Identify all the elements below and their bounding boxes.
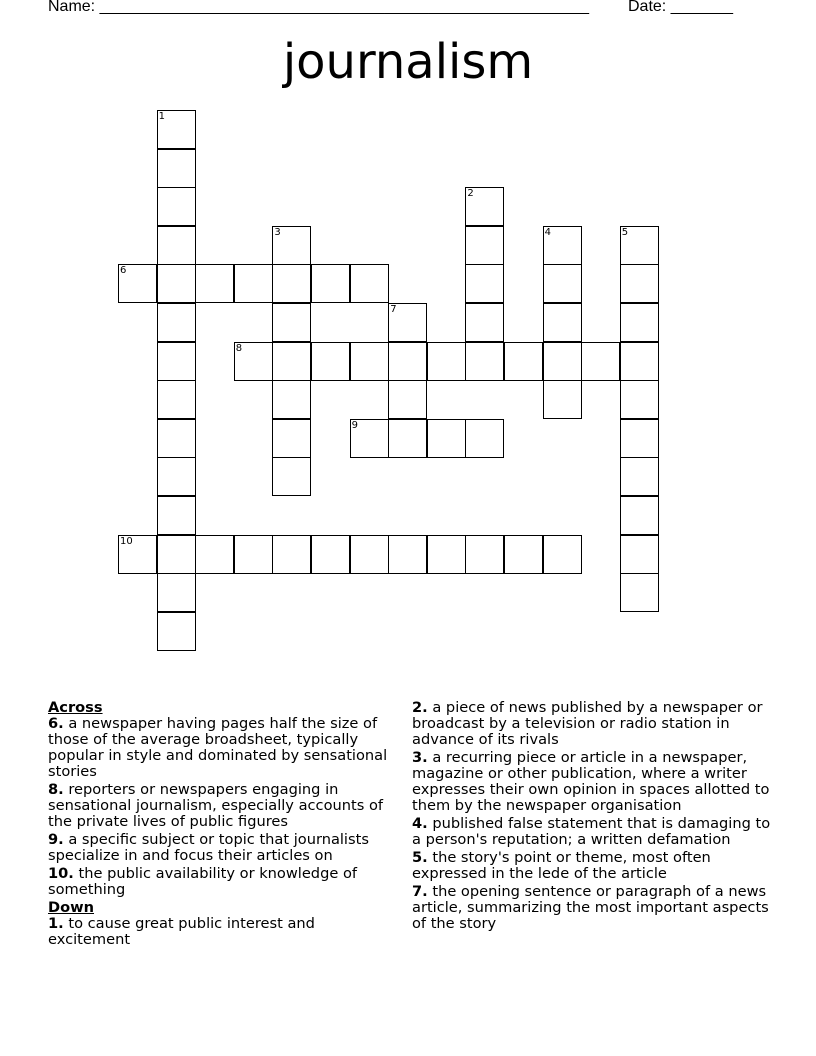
grid-cell[interactable] [465,303,504,342]
grid-cell[interactable] [350,342,389,381]
clue-number-label: 3 [274,226,281,238]
clue-number-label: 4 [544,226,551,238]
grid-cell[interactable] [157,457,196,496]
grid-cell[interactable] [388,419,427,458]
clue-down-1: 1. to cause great public interest and excitement [48,915,315,948]
grid-cell[interactable] [620,226,659,265]
grid-cell[interactable] [311,264,350,303]
grid-cell[interactable] [465,342,504,381]
clue-down-7: 7. the opening sentence or paragraph of a news article, summarizing the most important aspects of the story [412,883,769,932]
grid-cell[interactable] [350,535,389,574]
grid-cell[interactable] [157,226,196,265]
grid-cell[interactable] [234,535,273,574]
grid-cell[interactable] [157,496,196,535]
clue-number-label: 9 [351,419,358,431]
grid-cell[interactable] [195,535,234,574]
grid-cell[interactable] [543,342,582,381]
clue-across-9: 9. a specific subject or topic that journalists specialize in and focus their articles on [48,831,369,864]
grid-cell[interactable] [272,419,311,458]
grid-cell[interactable] [388,303,427,342]
grid-cell[interactable] [157,535,196,574]
grid-cell[interactable] [427,419,466,458]
grid-cell[interactable] [504,342,543,381]
clue-number-label: 10 [120,535,133,547]
grid-cell[interactable] [620,419,659,458]
grid-cell[interactable] [465,226,504,265]
grid-cell[interactable] [465,264,504,303]
clue-number-label: 5 [621,226,629,238]
clue-down-4: 4. published false statement that is damaging to a person's reputation; a written defamation [412,815,771,848]
grid-cell[interactable] [272,535,311,574]
grid-cell[interactable] [272,264,311,303]
clue-across-8: 8. reporters or newspapers engaging in sensational journalism, especially accounts of the private lives of public figures [48,781,384,830]
across-heading: Across [48,699,103,716]
date-field-line[interactable]: Date: _______ [628,0,733,15]
grid-cell[interactable] [388,380,427,419]
clues-right-column [412,700,777,934]
grid-cell[interactable] [388,342,427,381]
grid-cell[interactable] [543,303,582,342]
grid-cell[interactable] [620,573,659,612]
clue-number-label: 8 [235,342,243,354]
grid-cell[interactable] [157,573,196,612]
grid-cell[interactable] [427,342,466,381]
grid-cell[interactable] [620,496,659,535]
clue-number-label: 6 [120,265,127,277]
grid-cell[interactable] [620,342,659,381]
grid-cell[interactable] [543,380,582,419]
clue-across-6: 6. a newspaper having pages half the size of those of the average broadsheet, typically popular in style and dominated by sensational stories [48,715,388,780]
clue-down-5: 5. the story's point or theme, most often expressed in the lede of the article [412,849,711,882]
grid-cell[interactable] [465,535,504,574]
grid-cell[interactable] [157,380,196,419]
clues-left-column [48,700,400,950]
grid-cell[interactable] [157,110,196,149]
clue-down-2: 2. a piece of news published by a newspaper or broadcast by a television or radio station in advance of its rivals [412,699,763,748]
grid-cell[interactable] [543,535,582,574]
clue-across-10: 10. the public availability or knowledge of something [48,865,358,898]
grid-cell[interactable] [118,535,157,574]
grid-cell[interactable] [620,380,659,419]
grid-cell[interactable] [581,342,620,381]
clue-down-3: 3. a recurring piece or article in a newspaper, magazine or other publication, where a writer expresses their own opinion in spaces allotted to them by the newspaper organisation [412,749,770,814]
down-heading: Down [48,899,95,916]
grid-cell[interactable] [272,303,311,342]
grid-cell[interactable] [388,535,427,574]
grid-cell[interactable] [157,264,196,303]
grid-cell[interactable] [157,187,196,226]
grid-cell[interactable] [195,264,234,303]
clue-number-label: 1 [158,111,165,122]
puzzle-title: journalism [282,34,534,90]
grid-cell[interactable] [234,342,273,381]
grid-cell[interactable] [543,226,582,265]
grid-cell[interactable] [118,264,157,303]
grid-cell[interactable] [504,535,543,574]
clue-number-label: 2 [467,188,474,200]
grid-cell[interactable] [620,303,659,342]
grid-cell[interactable] [157,419,196,458]
grid-cell[interactable] [272,226,311,265]
grid-cell[interactable] [311,342,350,381]
grid-cell[interactable] [311,535,350,574]
grid-cell[interactable] [543,264,582,303]
grid-cell[interactable] [350,419,389,458]
grid-cell[interactable] [620,535,659,574]
grid-cell[interactable] [234,264,273,303]
grid-cell[interactable] [157,149,196,188]
grid-cell[interactable] [157,342,196,381]
grid-cell[interactable] [350,264,389,303]
clue-number-label: 7 [390,304,397,315]
grid-cell[interactable] [465,187,504,226]
grid-cell[interactable] [272,457,311,496]
grid-cell[interactable] [620,264,659,303]
grid-cell[interactable] [157,612,196,651]
grid-cell[interactable] [272,342,311,381]
grid-cell[interactable] [272,380,311,419]
grid-cell[interactable] [620,457,659,496]
grid-cell[interactable] [157,303,196,342]
grid-cell[interactable] [427,535,466,574]
grid-cell[interactable] [465,419,504,458]
name-field-line[interactable]: Name: _______________________________________________________ [48,0,589,15]
